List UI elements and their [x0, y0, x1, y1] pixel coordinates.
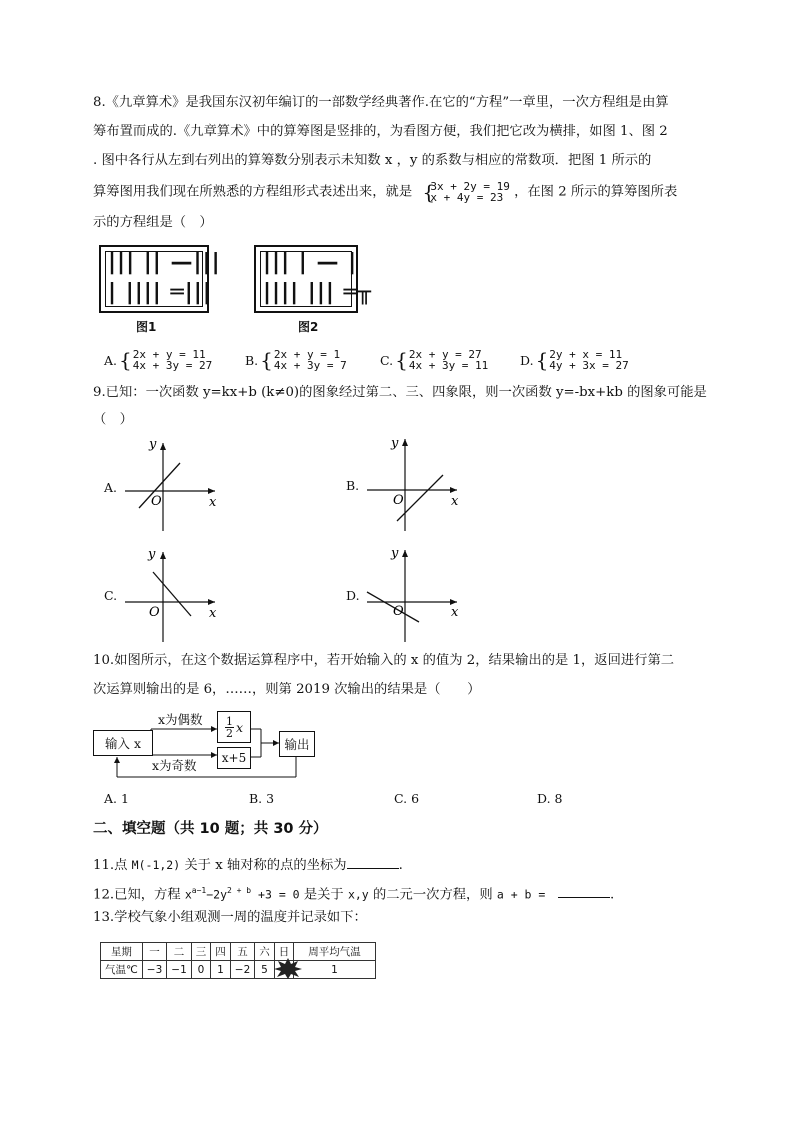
q9-option-a-label[interactable]: A. — [104, 480, 118, 495]
q8-line-2: 筹布置而成的.《九章算术》中的算筹图是竖排的，为看图方便，我们把它改为横排，如图 1、图 2 — [93, 124, 668, 139]
q8-line-5: 示的方程组是（ ） — [93, 215, 213, 230]
q8-line-4-pre: 算筹图用我们现在所熟悉的方程组形式表述出来，就是 — [93, 184, 413, 200]
q12-line: 12.已知，方程 $x^{a-1}-2y^{2 + b} +3 = 0$ 是关于 x,y 的二元一次方程，则 a + b = . — [93, 886, 615, 903]
brace-icon: { — [395, 348, 408, 372]
figure-2-caption: 图2 — [298, 320, 319, 334]
origin-label: O — [151, 494, 162, 509]
figure-2-row-1: ||| | — | — [263, 250, 358, 275]
figure-2-row-2: |||| ||| ═╥ — [263, 280, 373, 305]
q9-graph-c[interactable] — [115, 544, 225, 644]
flow-plus5-box: x+5 — [217, 747, 251, 769]
q9-graph-b[interactable] — [357, 433, 467, 533]
q8-line-1: 8.《九章算术》是我国东汉初年编订的一部数学经典著作.在它的“方程”一章里，一次方程组是由算 — [93, 95, 669, 110]
table-row: 气温℃ −3 −1 0 1 −2 5 1 — [101, 961, 376, 979]
figure-1-row-2: | |||| ═||| — [108, 280, 212, 305]
q10-option-d[interactable]: D. 8 — [537, 791, 563, 806]
q8-example-eq2: x + 4y = 23 — [430, 191, 504, 204]
q9-option-c-label[interactable]: C. — [104, 588, 118, 603]
temperature-table — [100, 942, 376, 979]
q10-option-b[interactable]: B. 3 — [249, 791, 275, 806]
q11-answer-blank[interactable] — [347, 856, 399, 869]
q9-option-d-label[interactable]: D. — [346, 588, 360, 603]
brace-icon: { — [260, 348, 273, 372]
y-axis-label: y — [148, 547, 156, 562]
q9-line-1: 9.已知：一次函数 y=kx+b (k≠0)的图象经过第二、三、四象限，则一次函数 y=-bx+kb 的图象可能是 — [93, 385, 707, 400]
brace-icon: { — [119, 348, 132, 372]
y-axis-label: y — [391, 436, 399, 451]
q10-line-1: 10.如图所示，在这个数据运算程序中，若开始输入的 x 的值为 2，结果输出的是 1，返回进行第二 — [93, 653, 675, 668]
q12-answer-blank[interactable] — [558, 885, 610, 898]
q9-graph-d[interactable] — [357, 544, 467, 644]
q10-option-c[interactable]: C. 6 — [394, 791, 420, 806]
flow-output-label: 输出 — [284, 737, 310, 752]
q8-line-4-post: ，在图 2 所示的算筹图所表 — [514, 184, 678, 200]
q8-example-system — [422, 180, 510, 204]
q8-line-3: . 图中各行从左到右列出的算筹数分别表示未知数 x ，y 的系数与相应的常数项．把图 1 所示的 — [93, 153, 652, 168]
origin-label: O — [393, 493, 404, 508]
flow-odd-label: x为奇数 — [152, 758, 197, 773]
q8-option-d[interactable]: D. { 2y + x = 11 4y + 3x = 27 — [520, 348, 629, 372]
figure-1-caption: 图1 — [136, 320, 157, 334]
q8-option-b[interactable]: B. { 2x + y = 1 4x + 3y = 7 — [245, 348, 347, 372]
x-axis-label: x — [209, 495, 217, 510]
q13-line: 13.学校气象小组观测一周的温度并记录如下： — [93, 910, 367, 925]
x-axis-label: x — [209, 606, 217, 621]
q8-option-a[interactable]: A. { 2x + y = 11 4x + 3y = 27 — [104, 348, 213, 372]
brace-icon: { — [535, 348, 549, 372]
origin-label: O — [149, 605, 160, 620]
q9-line-2: （ ） — [93, 412, 133, 427]
q8-line-4 — [93, 181, 677, 203]
brace-icon: { — [422, 180, 436, 204]
flow-input-box — [93, 730, 153, 756]
y-axis-label: y — [149, 437, 157, 452]
y-axis-label: y — [391, 546, 399, 561]
x-axis-label: x — [451, 494, 459, 509]
table-row: 星期 一 二 三 四 五 六 日 周平均气温 — [101, 943, 376, 961]
q10-line-2: 次运算则输出的是 6，……，则第 2019 次输出的结果是（ ） — [93, 682, 481, 697]
q9-option-b-label[interactable]: B. — [346, 478, 360, 493]
flow-even-label: x为偶数 — [158, 712, 203, 727]
flow-half-box: 1 2 x — [217, 711, 251, 743]
ink-blot-icon — [273, 957, 303, 979]
q11-line: 11.点 M(-1,2) 关于 x 轴对称的点的坐标为 . — [93, 858, 403, 873]
q8-option-c[interactable]: C. { 2x + y = 27 4x + 3y = 11 — [380, 348, 489, 372]
flow-output-box — [279, 731, 315, 757]
section-title: 二、填空题（共 10 题；共 30 分） — [93, 821, 328, 837]
q8-example-eq1: 3x + 2y = 19 — [430, 180, 510, 193]
q10-option-a[interactable]: A. 1 — [104, 791, 129, 806]
origin-label: O — [393, 604, 404, 619]
q9-graph-a[interactable] — [115, 433, 225, 533]
figure-1-row-1: ||| || —||| — [108, 250, 221, 275]
flow-input-label: 输入 x — [104, 736, 142, 751]
x-axis-label: x — [451, 605, 459, 620]
